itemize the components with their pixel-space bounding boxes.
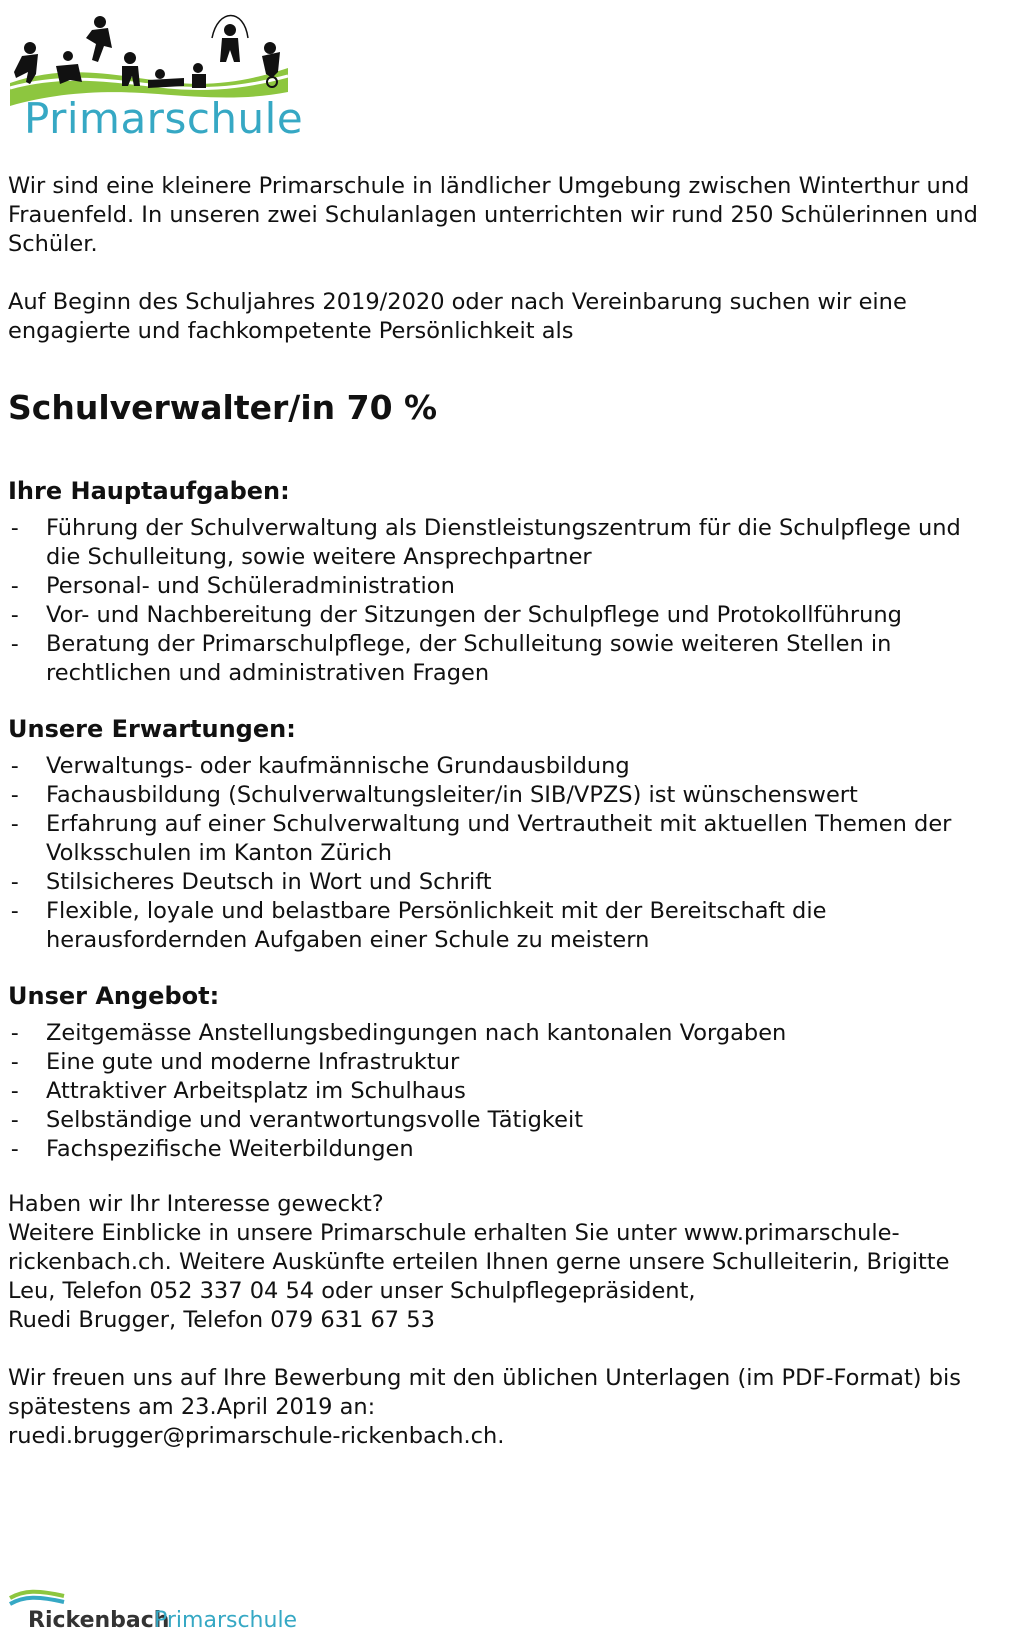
list-item: - Selbständige und verantwortungsvolle Tätigkeit: [8, 1106, 998, 1135]
list-item: - Vor- und Nachbereitung der Sitzungen der Schulpflege und Protokollführung: [8, 601, 998, 630]
list-item: - Beratung der Primarschulpflege, der Schulleitung sowie weiteren Stellen in rechtlichen und administrativen Fragen: [8, 630, 998, 688]
list-item: - Führung der Schulverwaltung als Dienstleistungszentrum für die Schulpflege und die Schulleitung, sowie weitere Ansprechpartner: [8, 514, 998, 572]
list-item: - Flexible, loyale und belastbare Persönlichkeit mit der Bereitschaft die herausfordernden Aufgaben einer Schule zu meistern: [8, 897, 998, 955]
list-item: - Fachspezifische Weiterbildungen: [8, 1135, 998, 1164]
list-item: - Erfahrung auf einer Schulverwaltung und Vertrautheit mit aktuellen Themen der Volksschulen im Kanton Zürich: [8, 810, 998, 868]
contact-line: Ruedi Brugger, Telefon 079 631 67 53: [8, 1307, 435, 1333]
expectations-list: [8, 752, 998, 955]
offer-heading: Unser Angebot:: [8, 982, 220, 1010]
application-line: spätestens am 23.April 2019 an:: [8, 1394, 376, 1420]
list-item: - Zeitgemässe Anstellungsbedingungen nach kantonalen Vorgaben: [8, 1019, 998, 1048]
list-item: - Personal- und Schüleradministration: [8, 572, 998, 601]
tasks-heading: Ihre Hauptaufgaben:: [8, 477, 290, 505]
footer-logo: [8, 1588, 308, 1638]
list-item: - Fachausbildung (Schulverwaltungsleiter/in SIB/VPZS) ist wünschenswert: [8, 781, 998, 810]
header-logo: [8, 8, 308, 148]
expectations-heading: Unsere Erwartungen:: [8, 715, 296, 743]
header-logo-text: Primarschule: [24, 94, 304, 143]
application-line: Wir freuen uns auf Ihre Bewerbung mit den üblichen Unterlagen (im PDF-Format) bis: [8, 1365, 961, 1391]
list-item: - Attraktiver Arbeitsplatz im Schulhaus: [8, 1077, 998, 1106]
intro-offer-paragraph: Auf Beginn des Schuljahres 2019/2020 oder nach Vereinbarung suchen wir eine engagierte und fachkompetente Persönlichkeit als: [8, 289, 907, 344]
contact-line: Weitere Einblicke in unsere Primarschule erhalten Sie unter www.primarschule-: [8, 1220, 900, 1246]
tasks-list: [8, 514, 998, 688]
footer-logo-part1: Rickenbach: [28, 1608, 170, 1633]
offer-list: [8, 1019, 998, 1164]
application-email: ruedi.brugger@primarschule-rickenbach.ch.: [8, 1423, 505, 1449]
footer-logo-part2: Primarschule: [154, 1608, 298, 1633]
list-item: - Stilsicheres Deutsch in Wort und Schrift: [8, 868, 998, 897]
list-item: - Eine gute und moderne Infrastruktur: [8, 1048, 998, 1077]
contact-line: rickenbach.ch. Weitere Auskünfte erteilen Ihnen gerne unsere Schulleiterin, Brigitte: [8, 1249, 950, 1275]
list-item: - Verwaltungs- oder kaufmännische Grundausbildung: [8, 752, 998, 781]
contact-question: Haben wir Ihr Interesse geweckt?: [8, 1191, 384, 1217]
job-title: Schulverwalter/in 70 %: [8, 388, 438, 427]
contact-line: Leu, Telefon 052 337 04 54 oder unser Schulpflegepräsident,: [8, 1278, 696, 1304]
posting-body: [8, 172, 998, 1451]
intro-paragraph: Wir sind eine kleinere Primarschule in ländlicher Umgebung zwischen Winterthur und Frauenfeld. In unseren zwei Schulanlagen unterrichten wir rund 250 Schülerinnen und Schüler.: [8, 173, 978, 257]
